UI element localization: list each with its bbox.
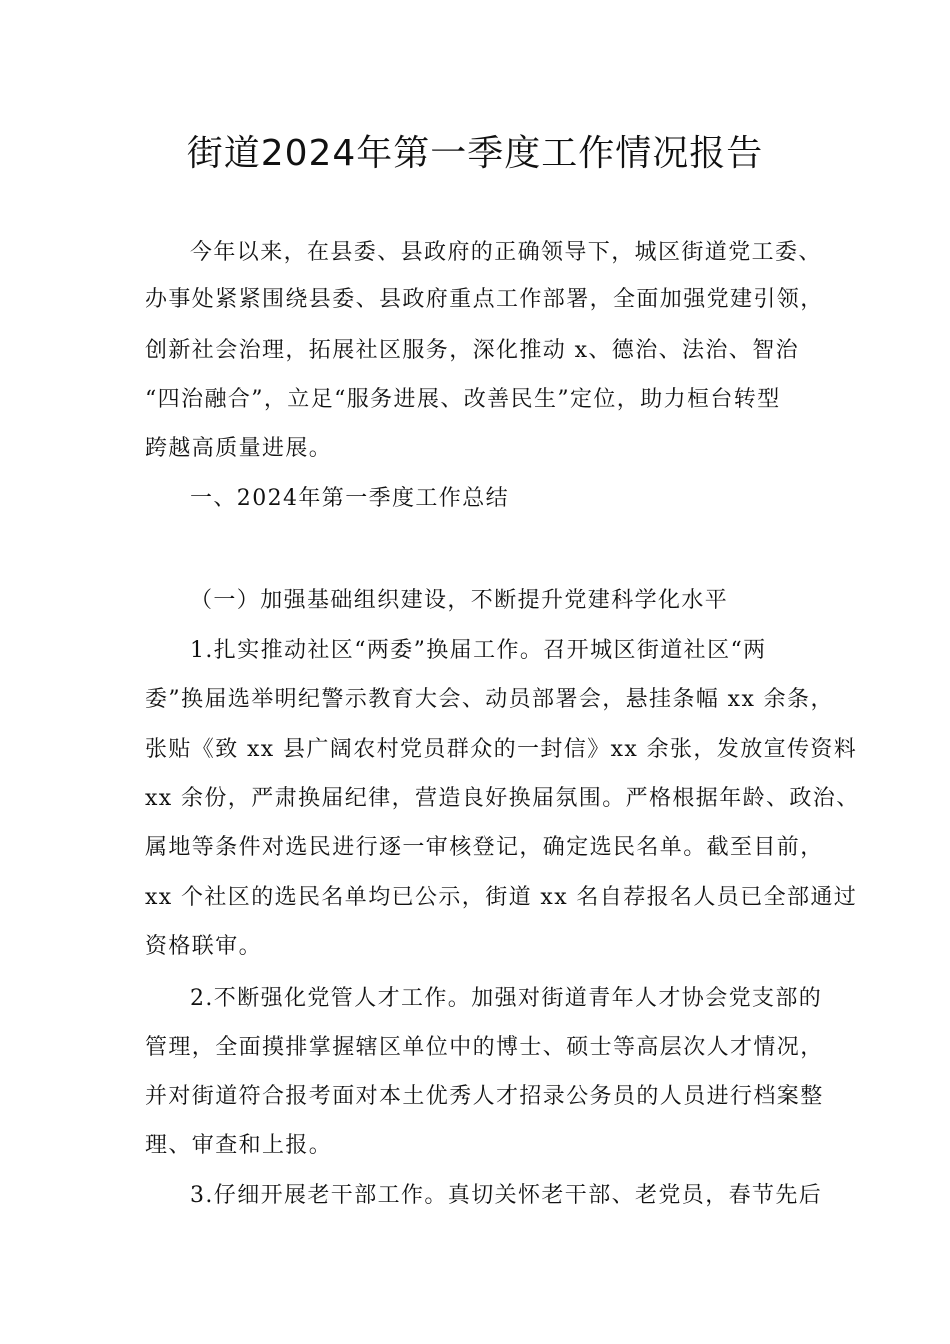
intro-line-3: 创新社会治理，拓展社区服务，深化推动 x、德治、法治、智治 [145, 338, 800, 363]
item1-line-5: 属地等条件对选民进行逐一审核登记，确定选民名单。截至目前， [145, 835, 824, 860]
item2-line-1: 2.不断强化党管人才工作。加强对街道青年人才协会党支部的 [190, 986, 823, 1011]
item1-line-4: xx 余份，严肃换届纪律，营造良好换届氛围。严格根据年龄、政治、 [145, 786, 860, 811]
item2-line-2: 管理，全面摸排掌握辖区单位中的博士、硕士等高层次人才情况， [145, 1035, 824, 1060]
intro-line-2: 办事处紧紧围绕县委、县政府重点工作部署，全面加强党建引领， [145, 287, 824, 312]
document-title: 街道2024年第一季度工作情况报告 [186, 133, 764, 174]
item3-line-1: 3.仔细开展老干部工作。真切关怀老干部、老党员，春节先后 [190, 1183, 823, 1208]
item1-line-1: 1.扎实推动社区“两委”换届工作。召开城区街道社区“两 [190, 638, 767, 663]
subsection-heading-1: （一）加强基础组织建设，不断提升党建科学化水平 [190, 588, 729, 613]
section-heading-1: 一、2024年第一季度工作总结 [190, 486, 509, 511]
item1-line-3: 张贴《致 xx 县广阔农村党员群众的一封信》xx 余张，发放宣传资料 [145, 737, 858, 762]
item1-line-2: 委”换届选举明纪警示教育大会、动员部署会，悬挂条幅 xx 余条， [145, 687, 834, 712]
item1-line-6: xx 个社区的选民名单均已公示，街道 xx 名自荐报名人员已全部通过 [145, 885, 858, 910]
item1-line-7: 资格联审。 [145, 934, 263, 959]
item2-line-4: 理、审查和上报。 [145, 1133, 333, 1158]
intro-line-4: “四治融合”，立足“服务进展、改善民生”定位，助力桓台转型 [145, 387, 781, 412]
item2-line-3: 并对街道符合报考面对本土优秀人才招录公务员的人员进行档案整 [145, 1084, 824, 1109]
intro-line-1: 今年以来，在县委、县政府的正确领导下，城区街道党工委、 [190, 240, 822, 265]
intro-line-5: 跨越高质量进展。 [145, 436, 333, 461]
